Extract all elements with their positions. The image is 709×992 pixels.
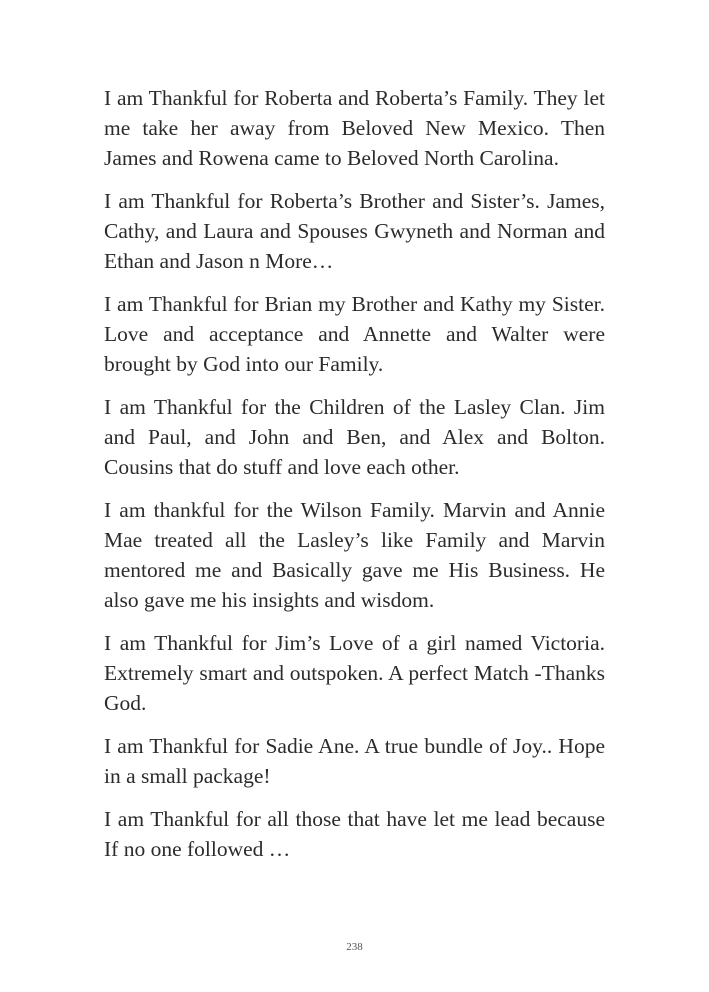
paragraph-brian-kathy: I am Thankful for Brian my Brother and Kathy my Sister. Love and acceptance and Annette and Walter were brought by God into our Family. <box>104 292 605 376</box>
page-number: 238 <box>346 941 363 953</box>
paragraph-roberta-family: I am Thankful for Roberta and Roberta’s Family. They let me take her away from Beloved New Mexico. Then James and Rowena came to Beloved North Carolina. <box>104 86 605 170</box>
paragraph-lasley-children: I am Thankful for the Children of the Lasley Clan. Jim and Paul, and John and Ben, and Alex and Bolton. Cousins that do stuff and love each other. <box>104 395 605 479</box>
paragraph-wilson-family: I am thankful for the Wilson Family. Marvin and Annie Mae treated all the Lasley’s like Family and Marvin mentored me and Basically gave me His Business. He also gave me his insights and wisdom. <box>104 498 605 612</box>
page-body <box>104 83 605 877</box>
paragraph-victoria: I am Thankful for Jim’s Love of a girl named Victoria. Extremely smart and outspoken. A perfect Match -Thanks God. <box>104 631 605 715</box>
paragraph-roberta-siblings: I am Thankful for Roberta’s Brother and Sister’s. James, Cathy, and Laura and Spouses Gwyneth and Norman and Ethan and Jason n More… <box>104 189 605 273</box>
paragraph-followers: I am Thankful for all those that have let me lead because If no one followed … <box>104 807 605 861</box>
paragraph-sadie-ane: I am Thankful for Sadie Ane. A true bundle of Joy.. Hope in a small package! <box>104 734 605 788</box>
